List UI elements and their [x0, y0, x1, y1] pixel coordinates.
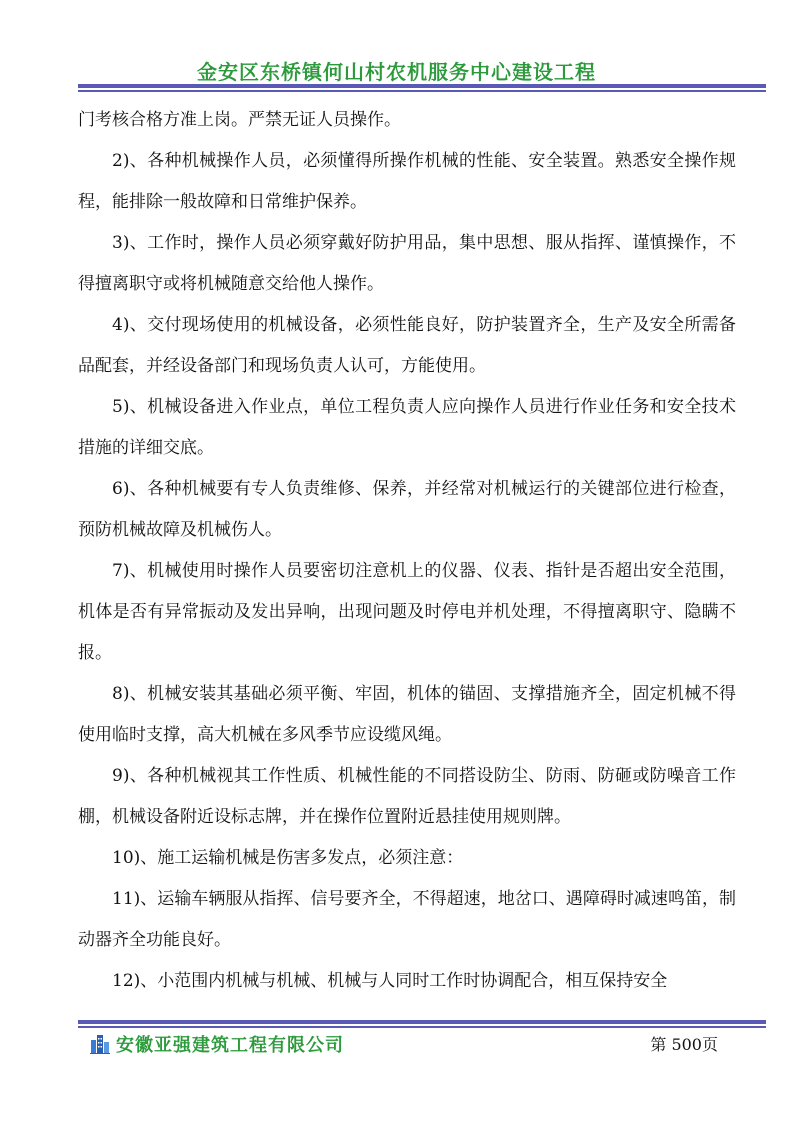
paragraph: 9)、各种机械视其工作性质、机械性能的不同搭设防尘、防雨、防砸或防噪音工作棚，机械设备附近设标志牌，并在操作位置附近悬挂使用规则牌。 [78, 766, 736, 827]
paragraph: 7)、机械使用时操作人员要密切注意机上的仪器、仪表、指针是否超出安全范围，机体是否有异常振动及发出异响，出现问题及时停电并机处理，不得擅离职守、隐瞒不报。 [78, 561, 736, 663]
paragraph: 2)、各种机械操作人员，必须懂得所操作机械的性能、安全装置。熟悉安全操作规程，能排除一般故障和日常维护保养。 [78, 151, 736, 212]
paragraph: 8)、机械安装其基础必须平衡、牢固，机体的锚固、支撑措施齐全，固定机械不得使用临时支撑，高大机械在多风季节应设缆风绳。 [78, 684, 736, 745]
header-rule-thick [78, 84, 766, 88]
page-header-title: 金安区东桥镇何山村农机服务中心建设工程 [197, 60, 596, 84]
paragraph: 门考核合格方准上岗。严禁无证人员操作。 [78, 110, 401, 130]
footer-rule-thick [78, 1020, 766, 1024]
paragraph: 10)、施工运输机械是伤害多发点，必须注意： [112, 848, 464, 868]
building-logo-icon [90, 1032, 110, 1054]
page-footer [78, 1030, 718, 1058]
footer-rule-thin [78, 1026, 766, 1028]
header-rule-thin [78, 90, 766, 92]
page-number: 第 500页 [650, 1035, 718, 1054]
paragraph: 5)、机械设备进入作业点，单位工程负责人应向操作人员进行作业任务和安全技术措施的详细交底。 [78, 397, 736, 458]
document-body [78, 100, 736, 1002]
paragraph: 3)、工作时，操作人员必须穿戴好防护用品，集中思想、服从指挥、谨慎操作，不得擅离职守或将机械随意交给他人操作。 [78, 233, 736, 294]
paragraph: 4)、交付现场使用的机械设备，必须性能良好，防护装置齐全，生产及安全所需备品配套，并经设备部门和现场负责人认可，方能使用。 [78, 315, 736, 376]
footer-company-name: 安徽亚强建筑工程有限公司 [116, 1035, 344, 1056]
paragraph: 12)、小范围内机械与机械、机械与人同时工作时协调配合，相互保持安全 [112, 971, 668, 991]
paragraph: 6)、各种机械要有专人负责维修、保养，并经常对机械运行的关键部位进行检查，预防机械故障及机械伤人。 [78, 479, 736, 540]
paragraph: 11)、运输车辆服从指挥、信号要齐全，不得超速，地岔口、遇障碍时减速鸣笛，制动器齐全功能良好。 [78, 889, 736, 950]
